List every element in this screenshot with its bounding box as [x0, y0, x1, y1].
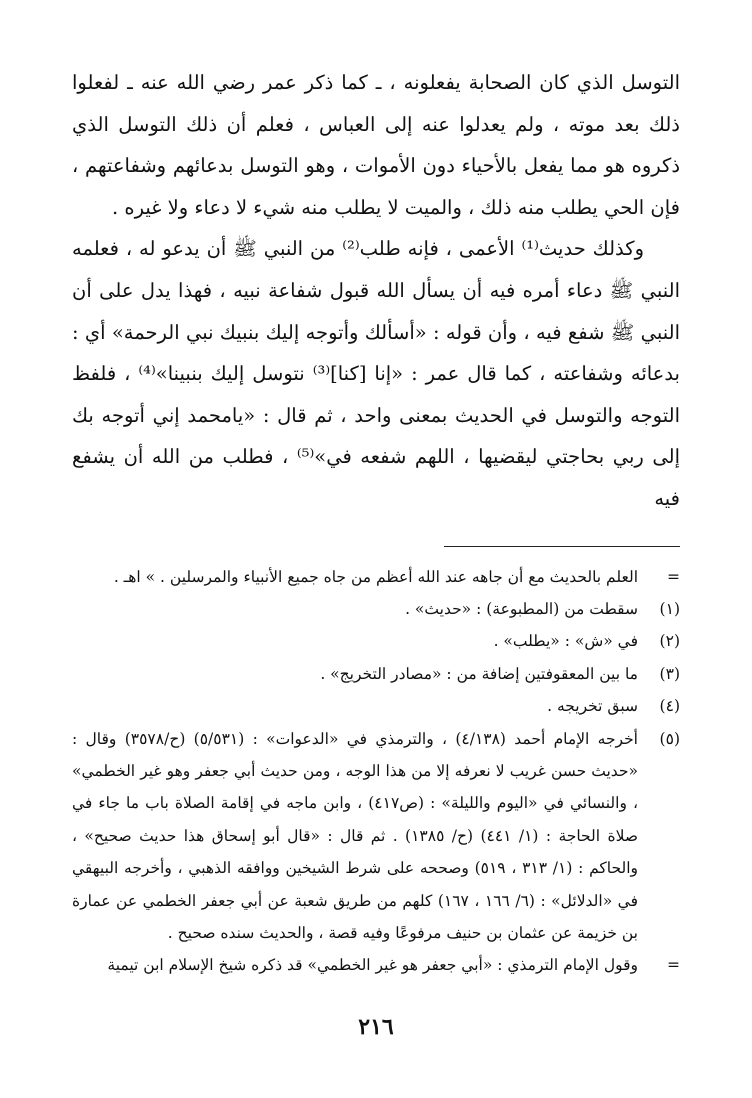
footnote-marker: =: [667, 567, 680, 586]
footnote-text: العلم بالحديث مع أن جاهه عند الله أعظم من جاه جميع الأنبياء والمرسلين . » اهـ .: [113, 567, 638, 586]
footnote-text: سقطت من (المطبوعة) : «حديث» .: [405, 599, 638, 618]
footnote-number: (٥): [659, 729, 680, 748]
footnote-number: (١): [659, 599, 680, 618]
footnote-1: [72, 593, 680, 625]
footnote-text: أخرجه الإمام أحمد (٤/١٣٨) ، والترمذي في «الدعوات» : (٥/٥٣١) (ح/٣٥٧٨) وقال : «حديث حسن غريب لا نعرفه إلا من هذا الوجه ، ومن حديث أبي جعفر وهو غير الخطمي» ، والنسائي في «اليوم والليلة» : (ص٤١٧) ، وابن ماجه في إقامة الصلاة باب ما جاء في صلاة الحاجة : (١/ ٤٤١) (ح/ ١٣٨٥) . ثم قال : «قال أبو إسحاق هذا حديث صحيح» ، والحاكم : (١/ ٣١٣ ، ٥١٩) وصححه على شرط الشيخين ووافقه الذهبي ، وأخرجه البيهقي في «الدلائل» : (٦/ ١٦٦ ، ١٦٧) كلهم من طريق شعبة عن أبي جعفر الخطمي عن عمارة بن خزيمة عن عثمان بن حنيف مرفوعًا وفيه قصة ، والحديث سنده صحيح .: [72, 729, 639, 942]
footnote-number: (٢): [659, 632, 680, 651]
paragraph-2: وكذلك حديث⁽¹⁾ الأعمى ، فإنه طلب⁽²⁾ من النبي ﷺ أن يدعو له ، فعلمه النبي ﷺ دعاء أمره فيه أن يسأل الله قبول شفاعة نبيه ، فهذا يدل على أن النبي ﷺ شفع فيه ، وأن قوله : «أسألك وأتوجه إليك بنبيك نبي الرحمة» أي : بدعائه وشفاعته ، كما قال عمر : «إنا [كنا]⁽³⁾ نتوسل إليك بنبينا»⁽⁴⁾ ، فلفظ التوجه والتوسل في الحديث بمعنى واحد ، ثم قال : «يامحمد إني أتوجه بك إلى ربي بحاجتي ليقضيها ، اللهم شفعه في»⁽⁵⁾ ، فطلب من الله أن يشفع فيه: [72, 237, 680, 510]
footnote-3: [72, 658, 680, 690]
paragraph-1: التوسل الذي كان الصحابة يفعلونه ، ـ كما ذكر عمر رضي الله عنه ـ لفعلوا ذلك بعد موته ، ولم يعدلوا عنه إلى العباس ، فعلم أن ذلك التوسل الذي ذكروه هو مما يفعل بالأحياء دون الأموات ، وهو التوسل بدعائهم وشفاعتهم ، فإن الحي يطلب منه ذلك ، والميت لا يطلب منه شيء لا دعاء ولا غيره .: [72, 71, 680, 219]
footnote-text: في «ش» : «يطلب» .: [493, 632, 638, 651]
main-text: [72, 62, 680, 520]
footnote-text: سبق تخريجه .: [547, 697, 638, 716]
footnote-5: [72, 723, 680, 950]
footnote-marker: =: [667, 956, 680, 975]
footnote-number: (٣): [659, 664, 680, 683]
page-number: ٢١٦: [358, 1014, 394, 1040]
footnote-separator: [444, 546, 680, 547]
footnote-separator-wrap: [72, 520, 680, 561]
footnote-continuation: [72, 561, 680, 593]
footnotes: [72, 561, 680, 982]
footnote-2: [72, 625, 680, 657]
footnote-continues: [72, 949, 680, 981]
footnote-number: (٤): [659, 697, 680, 716]
footnote-text: وقول الإمام الترمذي : «أبي جعفر هو غير الخطمي» قد ذكره شيخ الإسلام ابن تيمية: [107, 956, 638, 975]
footnote-text: ما بين المعقوفتين إضافة من : «مصادر التخريج» .: [320, 664, 638, 683]
footnote-4: [72, 690, 680, 722]
